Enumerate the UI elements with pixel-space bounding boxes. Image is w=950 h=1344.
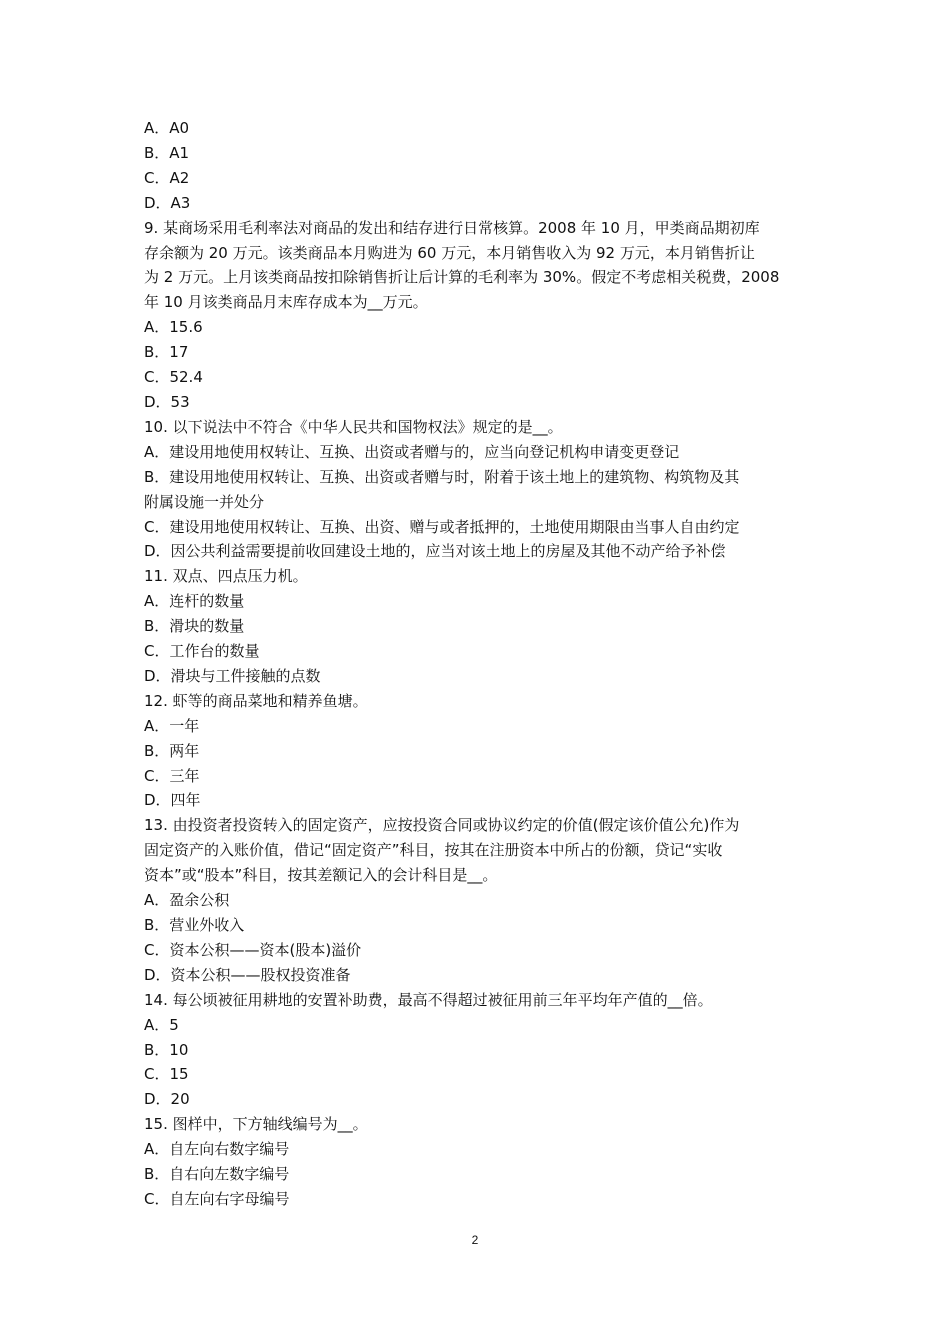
text-line: B．滑块的数量 [144, 617, 245, 636]
text-line: D．A3 [144, 193, 191, 212]
page-number: 2 [471, 1233, 479, 1247]
text-line: B．10 [144, 1040, 189, 1059]
text-line: 年 10 月该类商品月末库存成本为__万元。 [144, 293, 428, 312]
text-line: C．15 [144, 1065, 189, 1084]
text-line: D．20 [144, 1090, 190, 1109]
text-line: D．资本公积——股权投资准备 [144, 965, 351, 984]
text-line: B．自右向左数字编号 [144, 1165, 290, 1184]
text-line: A．15.6 [144, 318, 203, 337]
text-line: 附属设施一并处分 [144, 492, 265, 511]
text-line: 9. 某商场采用毛利率法对商品的发出和结存进行日常核算。2008 年 10 月，甲类商品期初库 [144, 218, 760, 237]
text-line: B．A1 [144, 143, 190, 162]
text-line: A．一年 [144, 716, 200, 735]
text-line: D．因公共利益需要提前收回建设土地的，应当对该土地上的房屋及其他不动产给予补偿 [144, 542, 726, 561]
text-line: D．四年 [144, 791, 201, 810]
text-line: 资本”或“股本”科目，按其差额记入的会计科目是__。 [144, 866, 498, 885]
text-line: 10. 以下说法中不符合《中华人民共和国物权法》规定的是__。 [144, 417, 563, 436]
text-line: B．两年 [144, 741, 200, 760]
text-line: A．连杆的数量 [144, 592, 245, 611]
text-line: 11. 双点、四点压力机。 [144, 567, 308, 586]
text-line: C．资本公积——资本(股本)溢价 [144, 940, 362, 959]
text-line: C．自左向右字母编号 [144, 1189, 290, 1208]
document-body [144, 116, 808, 1212]
text-line: 固定资产的入账价值，借记“固定资产”科目，按其在注册资本中所占的份额，贷记“实收 [144, 841, 723, 860]
text-line: D．53 [144, 392, 190, 411]
text-line: D．滑块与工件接触的点数 [144, 666, 321, 685]
text-line: A．自左向右数字编号 [144, 1140, 290, 1159]
text-line: C．建设用地使用权转让、互换、出资、赠与或者抵押的，土地使用期限由当事人自由约定 [144, 517, 740, 536]
text-line: C．52.4 [144, 368, 203, 387]
text-line: A．盈余公积 [144, 891, 230, 910]
text-line: B．建设用地使用权转让、互换、出资或者赠与时，附着于该土地上的建筑物、构筑物及其 [144, 467, 740, 486]
text-line: A．5 [144, 1015, 179, 1034]
text-line: 13. 由投资者投资转入的固定资产，应按投资合同或协议约定的价值(假定该价值公允)作为 [144, 816, 740, 835]
text-line: B．营业外收入 [144, 916, 245, 934]
text-line: 为 2 万元。上月该类商品按扣除销售折让后计算的毛利率为 30%。假定不考虑相关税费，2008 [144, 268, 780, 287]
text-line: C．三年 [144, 766, 200, 785]
text-line: C．A2 [144, 168, 190, 187]
text-line: B．17 [144, 343, 189, 362]
text-line: C．工作台的数量 [144, 642, 260, 661]
text-line: 12. 虾等的商品菜地和精养鱼塘。 [144, 691, 368, 710]
text-line: 15. 图样中，下方轴线编号为__。 [144, 1115, 368, 1134]
text-line: 14. 每公顷被征用耕地的安置补助费，最高不得超过被征用前三年平均年产值的__倍。 [144, 990, 713, 1009]
text-line: A．建设用地使用权转让、互换、出资或者赠与的，应当向登记机构申请变更登记 [144, 442, 680, 461]
text-line: A．A0 [144, 119, 190, 137]
text-line: 存余额为 20 万元。该类商品本月购进为 60 万元，本月销售收入为 92 万元，本月销售折让 [144, 243, 755, 262]
